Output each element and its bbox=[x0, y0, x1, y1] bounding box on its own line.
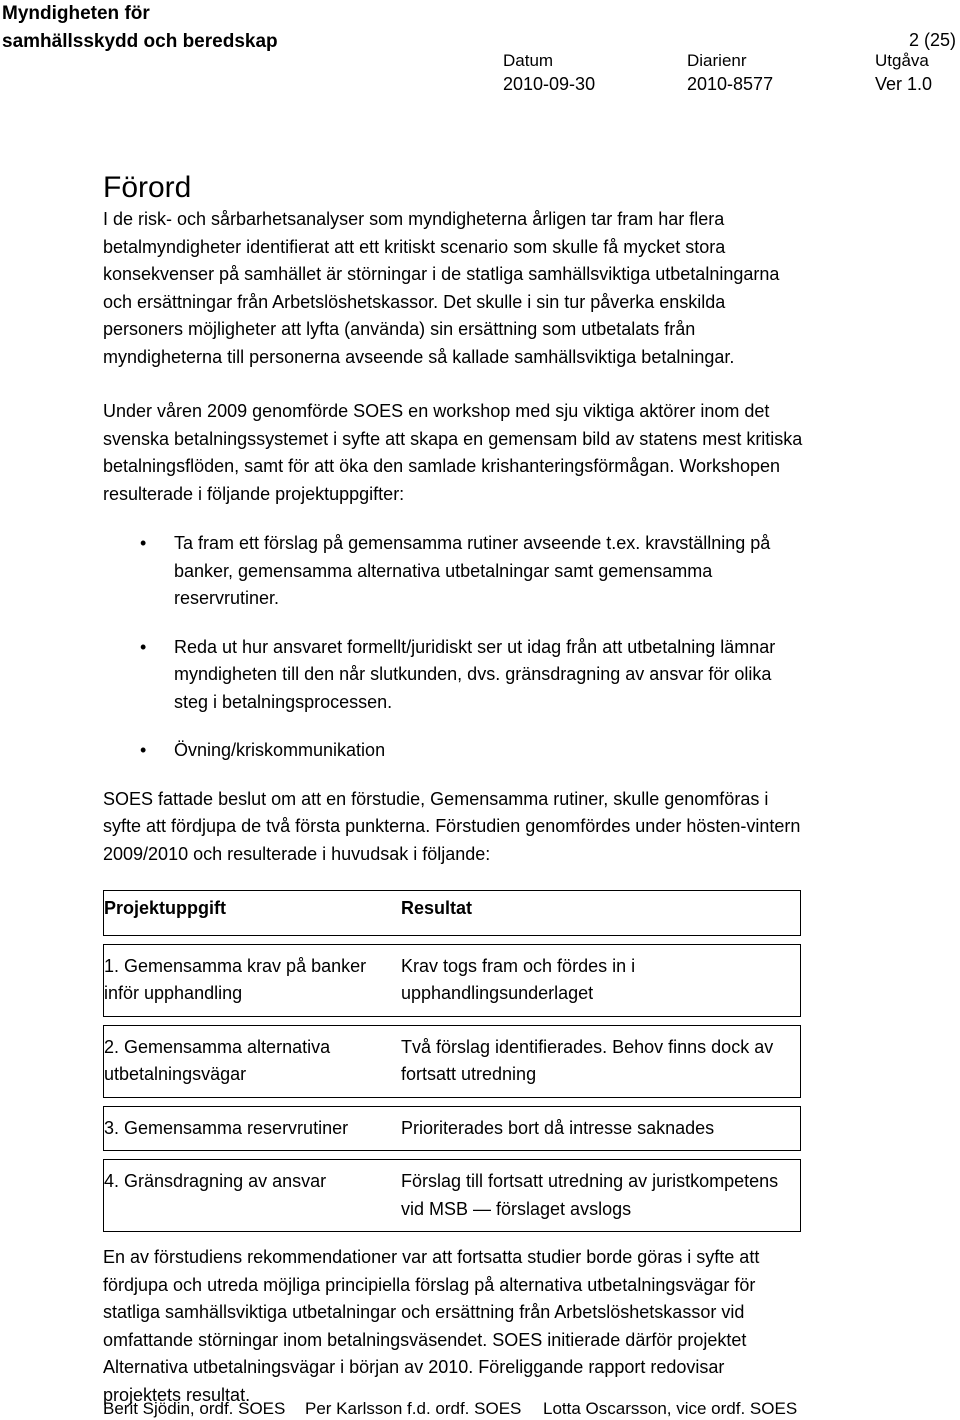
bullet-icon: • bbox=[140, 740, 147, 760]
list-item-text: Ta fram ett förslag på gemensamma rutiner avseende t.ex. kravställning på banker, gemensamma alternativa utbetalningar samt gemensamma reservrutiner. bbox=[174, 533, 771, 608]
table-cell-result: Förslag till fortsatt utredning av juristkompetens vid MSB — förslaget avslogs bbox=[401, 1160, 801, 1232]
workshop-paragraph: Under våren 2009 genomförde SOES en workshop med sju viktiga aktörer inom det svenska betalningssystemet i syfte att skapa en gemensam bild av statens mest kritiska betalningsflöden, samt för att öka den samlade krishanteringsförmågan. Workshopen resulterade i följande projektuppgifter: bbox=[103, 401, 803, 504]
diarienr-value: 2010-8577 bbox=[687, 74, 774, 94]
meta-diarienr bbox=[687, 50, 773, 95]
datum-label: Datum bbox=[503, 51, 554, 70]
table-row bbox=[104, 1025, 801, 1097]
utgava-value: Ver 1.0 bbox=[875, 74, 933, 94]
table-row bbox=[104, 1106, 801, 1151]
table-header-task: Projektuppgift bbox=[104, 891, 402, 936]
table-header-row bbox=[104, 891, 801, 936]
list-item-text: Övning/kriskommunikation bbox=[174, 740, 386, 760]
organization-name-line1: Myndigheten för bbox=[2, 3, 150, 24]
document-body bbox=[103, 170, 803, 1409]
table-cell-task: 3. Gemensamma reservrutiner bbox=[104, 1106, 402, 1151]
task-list bbox=[103, 530, 803, 765]
table-cell-result: Krav togs fram och fördes in i upphandlingsunderlaget bbox=[401, 944, 801, 1016]
table-cell-result: Prioriterades bort då intresse saknades bbox=[401, 1106, 801, 1151]
organization-name bbox=[2, 0, 278, 56]
organization-name-line2: samhällsskydd och beredskap bbox=[2, 31, 278, 52]
meta-datum bbox=[503, 50, 595, 95]
list-item bbox=[103, 737, 803, 765]
signature-2: Per Karlsson f.d. ordf. SOES bbox=[305, 1399, 522, 1418]
final-paragraph: En av förstudiens rekommendationer var att fortsatta studier borde göras i syfte att fördjupa och utreda möjliga principiella förslag på alternativa utbetalningsvägar för statliga samhällsviktiga utbetalningar och ersättning från Arbetslöshetskassor vid omfattande störningar inom betalningsväsendet. SOES initierade därför projektet Alternativa utbetalningsvägar i början av 2010. Föreliggande rapport redovisar projektets resultat. bbox=[103, 1247, 760, 1405]
intro-paragraph: I de risk- och sårbarhetsanalyser som myndigheterna årligen tar fram har flera betalmyndigheter identifierat att ett kritiskt scenario som skulle få mycket stora konsekvenser på samhället är störningar i de statliga samhällsviktiga utbetalningarna och ersättningar från Arbetslöshetskassor. Det skulle i sin tur påverka enskilda personers möjligheter att lyfta (använda) sin ersättning som utbetalats från myndigheterna till personerna avseende så kallade samhällsviktiga betalningar. bbox=[103, 209, 780, 367]
table-row bbox=[104, 1160, 801, 1232]
table-cell-task: 2. Gemensamma alternativa utbetalningsvägar bbox=[104, 1025, 402, 1097]
page-title: Förord bbox=[103, 171, 192, 204]
meta-utgava bbox=[875, 50, 932, 95]
signature-1: Berit Sjödin, ordf. SOES bbox=[103, 1399, 286, 1418]
diarienr-label: Diarienr bbox=[687, 51, 747, 70]
bullet-icon: • bbox=[140, 636, 147, 657]
utgava-label: Utgåva bbox=[875, 51, 929, 70]
list-item bbox=[103, 634, 803, 717]
results-table bbox=[103, 890, 801, 1232]
table-cell-task: 1. Gemensamma krav på banker inför upphandling bbox=[104, 944, 402, 1016]
table-cell-task: 4. Gränsdragning av ansvar bbox=[104, 1160, 402, 1232]
datum-value: 2010-09-30 bbox=[503, 74, 596, 94]
signature-3: Lotta Oscarsson, vice ordf. SOES bbox=[543, 1399, 798, 1418]
list-item-text: Reda ut hur ansvaret formellt/juridiskt ser ut idag från att utbetalning lämnar myndigheten till den når slutkunden, dvs. gränsdragning av ansvar för olika steg i betalningsprocessen. bbox=[174, 636, 776, 712]
bullet-icon: • bbox=[140, 533, 147, 553]
soes-paragraph: SOES fattade beslut om att en förstudie, Gemensamma rutiner, skulle genomföras i syfte att fördjupa de två första punkterna. Förstudien genomfördes under hösten-vintern 2009/2010 och resulterade i huvudsak i följande: bbox=[103, 788, 801, 864]
list-item bbox=[103, 530, 803, 613]
table-cell-result: Två förslag identifierades. Behov finns dock av fortsatt utredning bbox=[401, 1025, 801, 1097]
table-header-result: Resultat bbox=[401, 891, 801, 936]
page-number: 2 (25) bbox=[908, 30, 956, 50]
table-row bbox=[104, 944, 801, 1016]
